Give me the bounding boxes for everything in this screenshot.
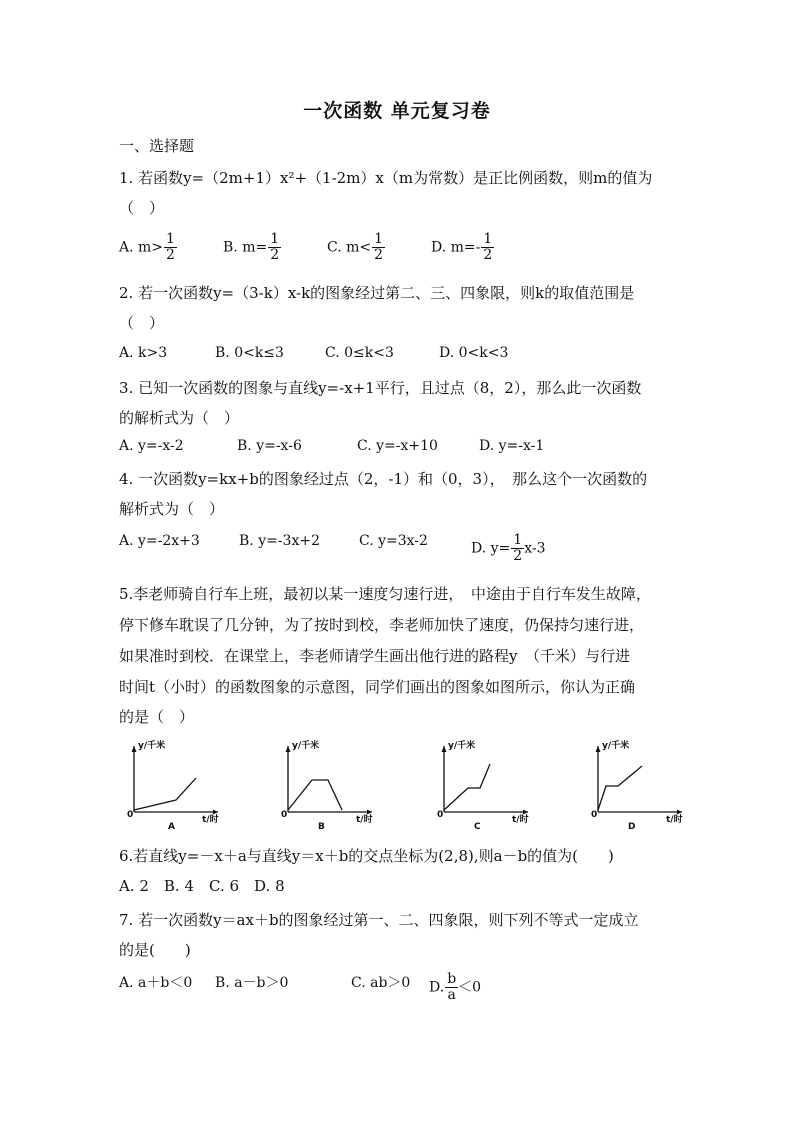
question-5-line1: 5.李老师骑自行车上班，最初以某一速度匀速行进， 中途由于自行车发生故障， <box>119 585 651 603</box>
graph-d-plot <box>582 734 702 834</box>
option-d: D. $\frac{b}{a}$ ＜0 <box>429 971 482 1003</box>
option-d: D. y= $\frac{1}{2}$ x-3 <box>471 532 546 564</box>
option-a: A. a＋b＜0 <box>119 975 193 991</box>
graph-line <box>288 780 342 810</box>
origin-label: 0 <box>281 810 288 820</box>
option-d: D. m=- $\frac{1}{2}$ <box>431 231 493 263</box>
question-7-line2: 的是( ) <box>119 941 191 959</box>
fraction: $\frac{1}{2}$ <box>166 231 175 263</box>
graph-c-plot <box>428 734 548 834</box>
x-axis-label: t/时 <box>666 815 683 825</box>
question-5-line5: 的是（ ） <box>119 708 195 726</box>
option-a: A. m> $\frac{1}{2}$ <box>119 231 175 263</box>
graph-d <box>582 734 702 834</box>
option-c: C. m< $\frac{1}{2}$ <box>327 231 384 263</box>
page-title: 一次函数 单元复习卷 <box>303 100 491 122</box>
graph-a <box>118 734 238 834</box>
graph-label-b: B <box>318 822 325 832</box>
question-3-text: 3. 已知一次函数的图象与直线y=-x+1平行，且过点（8，2），那么此一次函数 <box>119 379 642 397</box>
question-1-paren: （ ） <box>119 199 165 217</box>
option-b: B. a－b＞0 <box>215 975 289 991</box>
option-b: B. y=-3x+2 <box>239 533 320 549</box>
y-axis-arrow <box>596 746 601 752</box>
option-d: D. 0<k<3 <box>439 345 509 361</box>
graph-line <box>444 764 490 810</box>
question-6-text: 6.若直线y=－x＋a与直线y＝x＋b的交点坐标为(2,8),则a－b的值为( ) <box>119 847 614 865</box>
question-4-line2: 解析式为（ ） <box>119 500 225 518</box>
fraction: $\frac{1}{2}$ <box>374 231 384 263</box>
y-axis-arrow <box>132 746 137 752</box>
option-b: B. y=-x-6 <box>237 438 302 454</box>
question-5-line2: 停下修车耽误了几分钟，为了按时到校，李老师加快了速度，仍保持匀速行进， <box>119 616 645 634</box>
origin-label: 0 <box>591 810 598 820</box>
graph-b <box>272 734 392 834</box>
graph-c <box>428 734 548 834</box>
option-a: A. y=-x-2 <box>119 438 184 454</box>
graphs-row <box>110 734 683 834</box>
question-2-paren: （ ） <box>119 314 165 332</box>
option-c: C. y=-x+10 <box>357 438 438 454</box>
question-6-options: A. 2 B. 4 C. 6 D. 8 <box>119 877 285 895</box>
graph-b-plot <box>272 734 392 834</box>
y-axis-label: y/千米 <box>602 741 630 751</box>
x-axis-label: t/时 <box>356 815 373 825</box>
question-5-line4: 时间t（小时）的函数图象的示意图，同学们画出的图象如图所示，你认为正确 <box>119 678 636 696</box>
option-c: C. ab＞0 <box>351 975 411 991</box>
fraction: $\frac{b}{a}$ <box>447 971 457 1003</box>
option-d: D. y=-x-1 <box>479 438 545 454</box>
section-heading: 一、选择题 <box>119 137 195 155</box>
graph-line <box>598 766 642 810</box>
question-3-line2: 的解析式为（ ） <box>119 409 240 427</box>
option-b: B. m= $\frac{1}{2}$ <box>223 231 280 263</box>
question-4-text: 4. 一次函数y=kx+b的图象经过点（2，-1）和（0，3）， 那么这个一次函数的 <box>119 470 648 488</box>
origin-label: 0 <box>437 810 444 820</box>
graph-line <box>134 778 196 810</box>
fraction: $\frac{1}{2}$ <box>483 231 493 263</box>
y-axis-arrow <box>286 746 291 752</box>
x-axis-label: t/时 <box>202 815 219 825</box>
question-5-line3: 如果准时到校．在课堂上，李老师请学生画出他行进的路程y （千米）与行进 <box>119 647 630 665</box>
fraction: $\frac{1}{2}$ <box>270 231 280 263</box>
fraction: $\frac{1}{2}$ <box>513 532 523 564</box>
question-7-text: 7. 若一次函数y＝ax＋b的图象经过第一、二、四象限，则下列不等式一定成立 <box>119 911 639 929</box>
option-b: B. 0<k≤3 <box>215 345 284 361</box>
graph-label-d: D <box>628 822 636 832</box>
graph-label-c: C <box>474 822 481 832</box>
graph-label-a: A <box>168 822 175 832</box>
option-c: C. y=3x-2 <box>359 533 428 549</box>
question-1-text: 1. 若函数y=（2m+1）x²+（1-2m）x（m为常数）是正比例函数，则m的值为 <box>119 169 653 187</box>
option-a: A. y=-2x+3 <box>119 533 200 549</box>
question-2-text: 2. 若一次函数y=（3-k）x-k的图象经过第二、三、四象限，则k的取值范围是 <box>119 284 635 302</box>
origin-label: 0 <box>127 810 134 820</box>
x-axis-label: t/时 <box>512 815 529 825</box>
y-axis-label: y/千米 <box>138 741 166 751</box>
option-c: C. 0≤k<3 <box>325 345 394 361</box>
y-axis-label: y/千米 <box>292 741 320 751</box>
y-axis-arrow <box>442 746 447 752</box>
graph-a-plot <box>118 734 238 834</box>
option-a: A. k>3 <box>119 345 168 361</box>
y-axis-label: y/千米 <box>448 741 476 751</box>
